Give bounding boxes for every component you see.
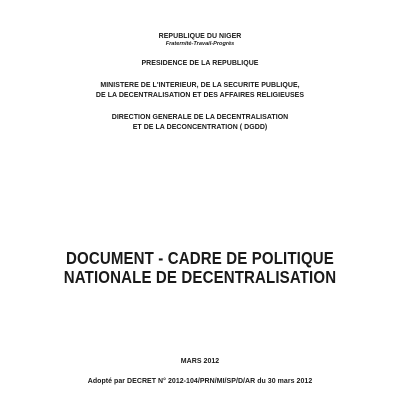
national-motto: Fraternité-Travail-Progrès <box>165 41 235 47</box>
country-name: REPUBLIQUE DU NIGER <box>158 31 242 40</box>
publication-date: MARS 2012 <box>180 356 220 365</box>
direction-line-2: ET DE LA DECONCENTRATION ( DGDD) <box>132 122 268 131</box>
presidency-heading: PRESIDENCE DE LA REPUBLIQUE <box>141 58 259 67</box>
ministry-line-1: MINISTERE DE L'INTERIEUR, DE LA SECURITE PUBLIQUE, <box>100 80 300 89</box>
ministry-line-2: DE LA DECENTRALISATION ET DES AFFAIRES RELIGIEUSES <box>95 90 305 99</box>
document-title-line-2: NATIONALE DE DECENTRALISATION <box>63 267 337 287</box>
direction-line-1: DIRECTION GENERALE DE LA DECENTRALISATION <box>111 112 289 121</box>
document-title-line-1: DOCUMENT - CADRE DE POLITIQUE <box>66 248 334 268</box>
adoption-decree: Adopté par DECRET N° 2012-104/PRN/MI/SP/D/AR du 30 mars 2012 <box>87 376 313 385</box>
